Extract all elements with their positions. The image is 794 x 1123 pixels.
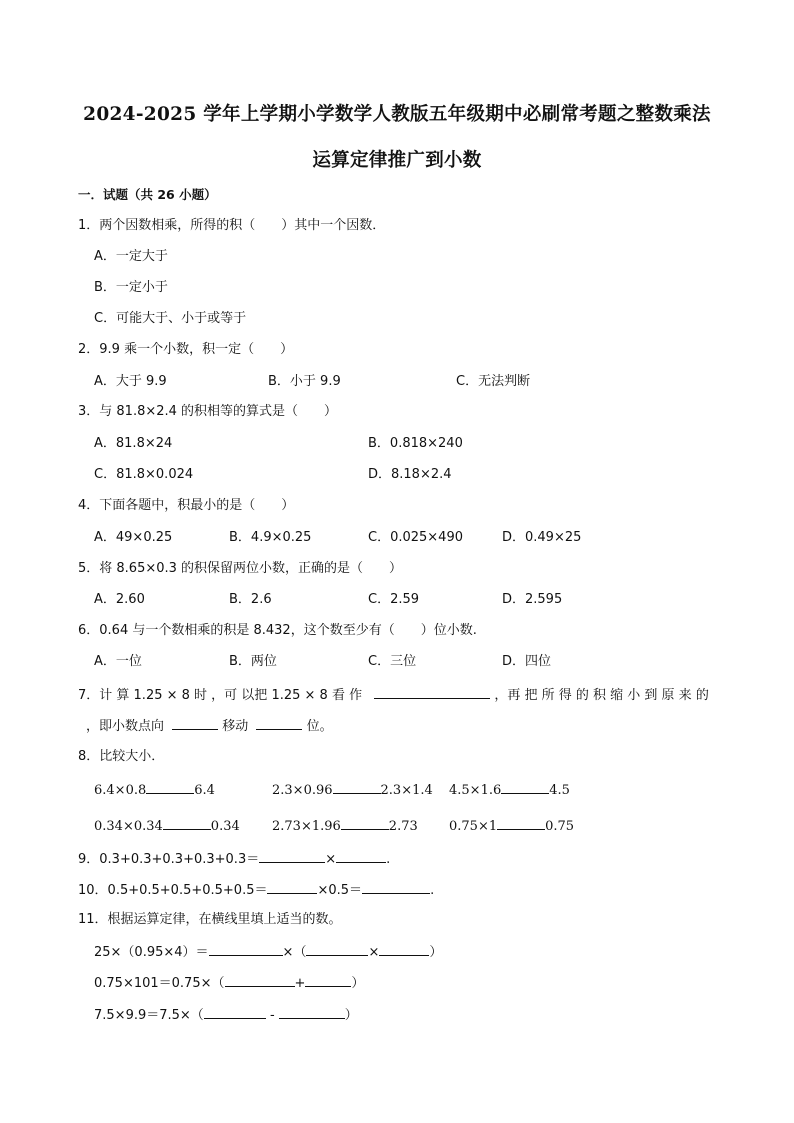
question-10 (78, 880, 434, 900)
question-3-stem: 3．与 81.8×2.4 的积相等的算式是（ ） (78, 404, 338, 419)
question-6-option-c: C．三位 (368, 654, 417, 669)
compare-left: 0.75×1 (449, 819, 498, 834)
compare-left: 0.34×0.34 (94, 819, 163, 834)
question-11-text: - (265, 1008, 279, 1023)
question-4-option-c: C．0.025×490 (368, 530, 463, 545)
question-10-text-1: 10．0.5+0.5+0.5+0.5+0.5＝ (78, 883, 268, 898)
answer-blank[interactable] (256, 716, 302, 730)
question-3-option-c: C．81.8×0.024 (94, 467, 194, 482)
compare-right: 0.34 (210, 819, 240, 834)
question-7-text-3: ，即小数点向 (86, 719, 165, 734)
answer-blank[interactable] (374, 685, 490, 699)
answer-blank[interactable] (501, 780, 549, 794)
answer-blank[interactable] (341, 816, 389, 830)
question-11-text: 0.75×101＝0.75×（ (94, 976, 225, 991)
question-6-stem: 6．0.64 与一个数相乘的积是 8.432，这个数至少有（ ）位小数. (78, 623, 477, 638)
compare-item (272, 816, 418, 836)
answer-blank[interactable] (146, 780, 194, 794)
question-11-text: ×（ (282, 945, 307, 960)
question-4-stem: 4．下面各题中，积最小的是（ ） (78, 498, 295, 513)
compare-left: 4.5×1.6 (449, 783, 502, 798)
question-10-text-3: . (430, 883, 435, 898)
answer-blank[interactable] (163, 816, 211, 830)
compare-right: 4.5 (549, 783, 570, 798)
question-2-option-b: B．小于 9.9 (268, 374, 341, 389)
answer-blank[interactable] (497, 816, 545, 830)
document-title-line-1: 2024-2025 学年上学期小学数学人教版五年级期中必刷常考题之整数乘法 (83, 104, 711, 125)
question-10-text-2: ×0.5＝ (317, 883, 363, 898)
question-2-option-a: A．大于 9.9 (94, 374, 167, 389)
answer-blank[interactable] (225, 973, 295, 987)
compare-item (94, 816, 240, 836)
question-11-row-3 (94, 1005, 358, 1025)
answer-blank[interactable] (172, 716, 218, 730)
question-4-option-d: D．0.49×25 (502, 530, 582, 545)
question-11-stem: 11．根据运算定律，在横线里填上适当的数。 (78, 912, 342, 927)
question-6-option-b: B．两位 (229, 654, 277, 669)
answer-blank[interactable] (333, 780, 381, 794)
answer-blank[interactable] (379, 942, 429, 956)
question-11-text: 7.5×9.9＝7.5×（ (94, 1008, 204, 1023)
question-5-option-d: D．2.595 (502, 592, 563, 607)
question-11-text: 25×（0.95×4）＝ (94, 945, 209, 960)
question-1-stem: 1．两个因数相乘，所得的积（ ）其中一个因数． (78, 218, 386, 233)
compare-right: 2.3×1.4 (380, 783, 433, 798)
question-9-text-2: × (325, 852, 337, 867)
question-3-option-a: A．81.8×24 (94, 436, 173, 451)
question-5-option-b: B．2.6 (229, 592, 272, 607)
document-title-line-2: 运算定律推广到小数 (312, 150, 482, 171)
question-11-text: ） (344, 1008, 358, 1023)
compare-item (272, 780, 433, 800)
compare-left: 2.3×0.96 (272, 783, 333, 798)
question-8-stem: 8．比较大小． (78, 749, 165, 764)
compare-right: 0.75 (545, 819, 575, 834)
question-6-option-a: A．一位 (94, 654, 142, 669)
question-4-option-b: B．4.9×0.25 (229, 530, 312, 545)
answer-blank[interactable] (305, 973, 351, 987)
section-heading: 一．试题（共 26 小题） (78, 187, 217, 202)
answer-blank[interactable] (267, 880, 317, 894)
question-7-text-5: 位。 (306, 719, 333, 734)
compare-right: 6.4 (194, 783, 215, 798)
compare-left: 2.73×1.96 (272, 819, 341, 834)
compare-item (449, 780, 570, 800)
question-1-option-a: A．一定大于 (94, 249, 168, 264)
question-11-row-2 (94, 973, 364, 993)
question-7-text-2: ，再 把 所 得 的 积 缩 小 到 原 来 的 (494, 688, 709, 703)
compare-item (94, 780, 215, 800)
question-5-stem: 5．将 8.65×0.3 的积保留两位小数，正确的是（ ） (78, 561, 403, 576)
answer-blank[interactable] (306, 942, 368, 956)
question-5-option-a: A．2.60 (94, 592, 145, 607)
compare-left: 6.4×0.8 (94, 783, 147, 798)
question-4-option-a: A．49×0.25 (94, 530, 173, 545)
compare-right: 2.73 (388, 819, 418, 834)
question-11-text: ） (351, 976, 365, 991)
question-1-option-c: C．可能大于、小于或等于 (94, 311, 247, 326)
question-9-text-3: . (386, 852, 391, 867)
question-11-text: + (294, 976, 306, 991)
answer-blank[interactable] (209, 942, 283, 956)
question-11-row-1 (94, 942, 442, 962)
answer-blank[interactable] (362, 880, 430, 894)
question-9 (78, 849, 390, 869)
question-11-text: × (368, 945, 380, 960)
question-5-option-c: C．2.59 (368, 592, 420, 607)
question-2-stem: 2．9.9 乘一个小数，积一定（ ） (78, 342, 294, 357)
question-3-option-d: D．8.18×2.4 (368, 467, 452, 482)
answer-blank[interactable] (259, 849, 325, 863)
question-7-text-1: 7．计 算 1.25 × 8 时 ，可 以把 1.25 × 8 看 作 (78, 688, 363, 703)
question-7-line-2 (86, 716, 333, 736)
answer-blank[interactable] (336, 849, 386, 863)
question-1-option-b: B．一定小于 (94, 280, 168, 295)
question-11-text: ） (429, 945, 443, 960)
question-9-text-1: 9．0.3+0.3+0.3+0.3+0.3＝ (78, 852, 260, 867)
answer-blank[interactable] (279, 1005, 345, 1019)
question-7-text-4: 移动 (222, 719, 249, 734)
question-3-option-b: B．0.818×240 (368, 436, 463, 451)
question-6-option-d: D．四位 (502, 654, 552, 669)
compare-item (449, 816, 574, 836)
question-7-line-1 (78, 685, 709, 705)
answer-blank[interactable] (204, 1005, 266, 1019)
question-2-option-c: C．无法判断 (456, 374, 531, 389)
